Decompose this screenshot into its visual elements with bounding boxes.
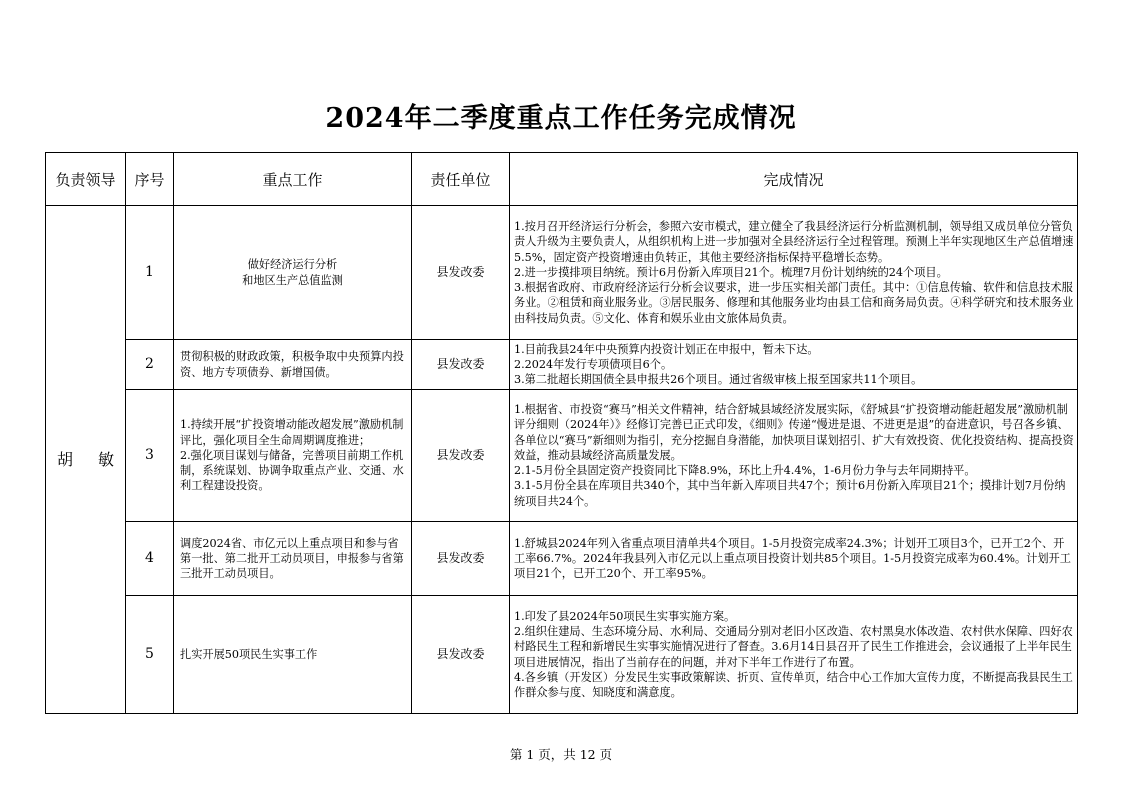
work-line: 做好经济运行分析 — [247, 258, 338, 272]
detail-line: 1.目前我县24年中央预算内投资计划正在申报中，暂未下达。 — [514, 342, 819, 356]
row-seq: 2 — [126, 340, 174, 390]
row-seq: 4 — [126, 522, 174, 596]
row-detail — [510, 340, 1078, 390]
table-header-row — [46, 153, 1078, 206]
table-row — [46, 390, 1078, 522]
detail-line: 1.舒城县2024年列入省重点项目清单共4个项目。1-5月投资完成率24.3%；计划开工项目3个，已开工2个、开工率66.7%。2024年我县列入市亿元以上重点项目投资计划共85个项目。1-5月投资完成率为60.4%。计划开工项目21个，已开工20个、开工率95%。 — [514, 536, 1071, 581]
header-work: 重点工作 — [174, 153, 412, 206]
leader-name: 胡 敏 — [46, 206, 126, 714]
row-work — [174, 596, 412, 714]
detail-line: 1.根据省、市投资“赛马”相关文件精神，结合舒城县域经济发展实际，《舒城县“扩投资增动能赶超发展”激励机制评分细则（2024年）》经修订完善已正式印发，《细则》传递“慢进是退、不进更是退”的奋进意识，号召各乡镇、各单位以“赛马”新细则为指引，充分挖掘自身潜能，加快项目谋划招引、扩大有效投资、优化投资结构、提高投资效益，推动县域经济高质量发展。 — [514, 402, 1074, 462]
row-unit: 县发改委 — [412, 390, 510, 522]
work-line: 2.强化项目谋划与储备，完善项目前期工作机制，系统谋划、协调争取重点产业、交通、水利工程建设投资。 — [180, 448, 404, 493]
row-seq: 1 — [126, 206, 174, 340]
detail-line: 2.2024年发行专项债项目6个。 — [514, 357, 673, 371]
header-seq: 序号 — [126, 153, 174, 206]
row-unit: 县发改委 — [412, 596, 510, 714]
row-seq: 3 — [126, 390, 174, 522]
header-leader: 负责领导 — [46, 153, 126, 206]
detail-line: 2.进一步摸排项目纳统。预计6月份新入库项目21个。梳理7月份计划纳统的24个项目。 — [514, 265, 948, 279]
task-table — [45, 152, 1078, 714]
header-status: 完成情况 — [510, 153, 1078, 206]
table-body — [46, 206, 1078, 714]
row-work — [174, 390, 412, 522]
table-row — [46, 596, 1078, 714]
row-unit: 县发改委 — [412, 206, 510, 340]
table-row — [46, 522, 1078, 596]
row-seq: 5 — [126, 596, 174, 714]
table-row — [46, 206, 1078, 340]
row-work — [174, 206, 412, 340]
work-line: 扎实开展50项民生实事工作 — [180, 647, 318, 661]
detail-line: 3.根据省政府、市政府经济运行分析会议要求，进一步压实相关部门责任。其中：①信息传输、软件和信息技术服务业。②租赁和商业服务业。③居民服务、修理和其他服务业均由县工信和商务局负责。④科学研究和技术服务业由科技局负责。⑤文化、体育和娱乐业由文旅体局负责。 — [514, 281, 1074, 325]
row-detail — [510, 596, 1078, 714]
row-work — [174, 340, 412, 390]
work-line: 1.持续开展“扩投资增动能改超发展”激励机制评比，强化项目全生命周期调度推进； — [180, 418, 404, 447]
table-row — [46, 340, 1078, 390]
page-footer: 第 1 页，共 12 页 — [509, 747, 613, 762]
detail-line: 3.1-5月份全县在库项目共340个，其中当年新入库项目共47个；预计6月份新入库项目21个；摸排计划7月份纳统项目共24个。 — [514, 479, 1066, 508]
page-title: 2024年二季度重点工作任务完成情况 — [325, 103, 797, 134]
detail-line: 2.1-5月份全县固定资产投资同比下降8.9%，环比上升4.4%，1-6月份力争与去年同期持平。 — [514, 464, 976, 478]
detail-line: 4.各乡镇（开发区）分发民生实事政策解读、折页、宣传单页，结合中心工作加大宣传力度，不断提高我县民生工作群众参与度、知晓度和满意度。 — [514, 670, 1073, 700]
row-unit: 县发改委 — [412, 340, 510, 390]
row-detail — [510, 390, 1078, 522]
row-unit: 县发改委 — [412, 522, 510, 596]
detail-line: 1.按月召开经济运行分析会，参照六安市模式，建立健全了我县经济运行分析监测机制，领导组又成员单位分管负责人升级为主要负责人，从组织机构上进一步加强对全县经济运行全过程管理。预测上半年实现地区生产总值增速5.5%，固定资产投资增速由负转正，其他主要经济指标保持平稳增长态势。 — [514, 219, 1074, 264]
header-unit: 责任单位 — [412, 153, 510, 206]
detail-line: 3.第二批超长期国债全县申报共26个项目。通过省级审核上报至国家共11个项目。 — [514, 373, 923, 387]
detail-line: 2.组织住建局、生态环境分局、水利局、交通局分别对老旧小区改造、农村黑臭水体改造、农村供水保障、四好农村路民生工程和新增民生实事实施情况进行了督查。3.6月14日县召开了民生工作推进会，会议通报了上半年民生项目进展情况，指出了当前存在的问题，并对下半年工作进行了布置。 — [514, 624, 1073, 669]
work-line: 贯彻积极的财政政策，积极争取中央预算内投资、地方专项债券、新增国债。 — [180, 350, 404, 379]
row-detail — [510, 522, 1078, 596]
work-line: 和地区生产总值监测 — [242, 273, 343, 287]
detail-line: 1.印发了县2024年50项民生实事实施方案。 — [514, 609, 736, 623]
work-line: 调度2024省、市亿元以上重点项目和参与省第一批、第二批开工动员项目，申报参与省第三批开工动员项目。 — [180, 536, 404, 581]
row-detail — [510, 206, 1078, 340]
row-work — [174, 522, 412, 596]
